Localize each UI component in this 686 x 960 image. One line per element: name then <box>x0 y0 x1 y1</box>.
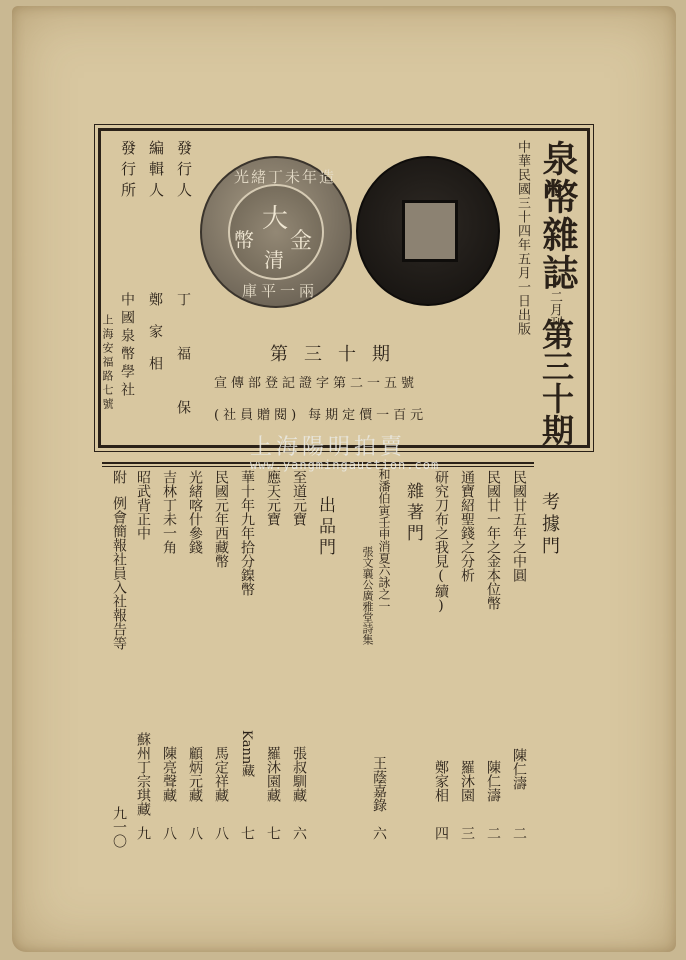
toc-page: 七 <box>239 826 255 840</box>
coin-center-char: 清 <box>264 248 284 272</box>
issue-number: 第三十期 <box>537 318 575 446</box>
appendix-page: 九一〇 <box>111 806 127 848</box>
toc-author: 陳亮聲藏 <box>161 746 177 802</box>
appendix-text: 例會簡報社員入社報告等 <box>111 496 127 650</box>
toc-title: 吉林丁未一角 <box>161 470 177 554</box>
toc-page: 六 <box>291 826 307 840</box>
toc-page: 九 <box>135 826 151 840</box>
toc-title: 華十年九年拾分鎳幣 <box>239 470 255 596</box>
toc-page: 六 <box>371 826 387 840</box>
section-heading-essays: 雜著門 <box>403 482 423 545</box>
silver-coin-image <box>200 156 352 308</box>
toc-page: 八 <box>187 826 203 840</box>
section-heading-research: 考據門 <box>539 492 560 558</box>
ancient-coin-image <box>356 156 500 306</box>
toc-title: 民國元年西藏幣 <box>213 470 229 568</box>
price-note: (社員贈閱) <box>214 408 301 423</box>
toc-author: 張叔馴藏 <box>291 746 307 802</box>
toc-subtitle: 張文襄公廣雅堂詩集 <box>361 546 374 645</box>
section-heading-exhibits: 出品門 <box>315 496 335 559</box>
toc-page: 八 <box>213 826 229 840</box>
price-line <box>214 404 427 423</box>
toc-title: 應天元寶 <box>265 470 281 526</box>
toc-page: 二 <box>511 826 527 840</box>
toc-page: 七 <box>265 826 281 840</box>
toc-author: 鄭家相 <box>433 760 449 802</box>
toc-title: 至道元寶 <box>291 470 307 526</box>
coin-value-text: 庫平一兩 <box>242 282 319 300</box>
toc-author: 陳仁濤 <box>485 760 501 802</box>
toc-title: 民國廿五年之中圓 <box>511 470 527 582</box>
editor-name: 鄭家相 <box>147 292 163 388</box>
coin-center-char: 幣 <box>234 228 254 252</box>
toc-page: 四 <box>433 826 449 840</box>
watermark-text: 上海陽明拍賣 <box>250 435 407 460</box>
toc-title: 研究刀布之我見(續) <box>433 470 449 614</box>
publication-date: 中華民國三十四年五月一日出版 <box>515 140 530 336</box>
coin-ring-text: 光緒丁未年造 <box>234 168 337 186</box>
appendix-label: 附 <box>111 470 127 484</box>
toc-author: 王蔭嘉錄 <box>371 756 387 812</box>
publisher-label: 發行人 <box>175 140 193 203</box>
toc-title: 民國廿一年之金本位幣 <box>485 470 501 610</box>
publisher-address: 上海安福路七號 <box>101 314 114 412</box>
toc-author: Kann藏 <box>239 730 254 778</box>
toc-page: 二 <box>485 826 501 840</box>
toc-title: 昭武背正中 <box>135 470 151 540</box>
publisher-org: 中國泉幣學社 <box>119 292 135 400</box>
watermark-url: www.yangmingauction.com <box>250 458 440 472</box>
toc-page: 三 <box>459 826 475 840</box>
magazine-subtitle: 二月刊 <box>547 290 562 329</box>
toc-author: 羅沐園藏 <box>265 746 281 802</box>
issue-center-title: 第三十期 <box>270 344 406 365</box>
coin-center-char: 大 <box>262 204 289 234</box>
editor-name: 丁福保 <box>175 292 191 454</box>
toc-author: 馬定祥藏 <box>213 746 229 802</box>
registration-line: 宣傳部登記證字第二一五號 <box>214 376 419 391</box>
toc-author: 羅沐園 <box>459 760 475 802</box>
toc-title: 和潘伯寅壬申消夏六詠之一 <box>377 468 391 612</box>
publisher-label: 編輯人 <box>147 140 165 203</box>
magazine-title: 泉幣雜誌 <box>537 140 579 292</box>
price-text: 每期定價一百元 <box>308 408 428 423</box>
toc-author: 陳仁濤 <box>511 748 527 790</box>
toc-title: 通寶紹聖錢之分析 <box>459 470 475 582</box>
publisher-label: 發行所 <box>119 140 137 203</box>
toc-title: 光緒喀什參錢 <box>187 470 203 554</box>
toc-author: 顧炳元藏 <box>187 746 203 802</box>
toc-page: 八 <box>161 826 177 840</box>
coin-center-char: 金 <box>290 229 313 254</box>
toc-author: 蘇州丁宗琪藏 <box>135 732 151 816</box>
